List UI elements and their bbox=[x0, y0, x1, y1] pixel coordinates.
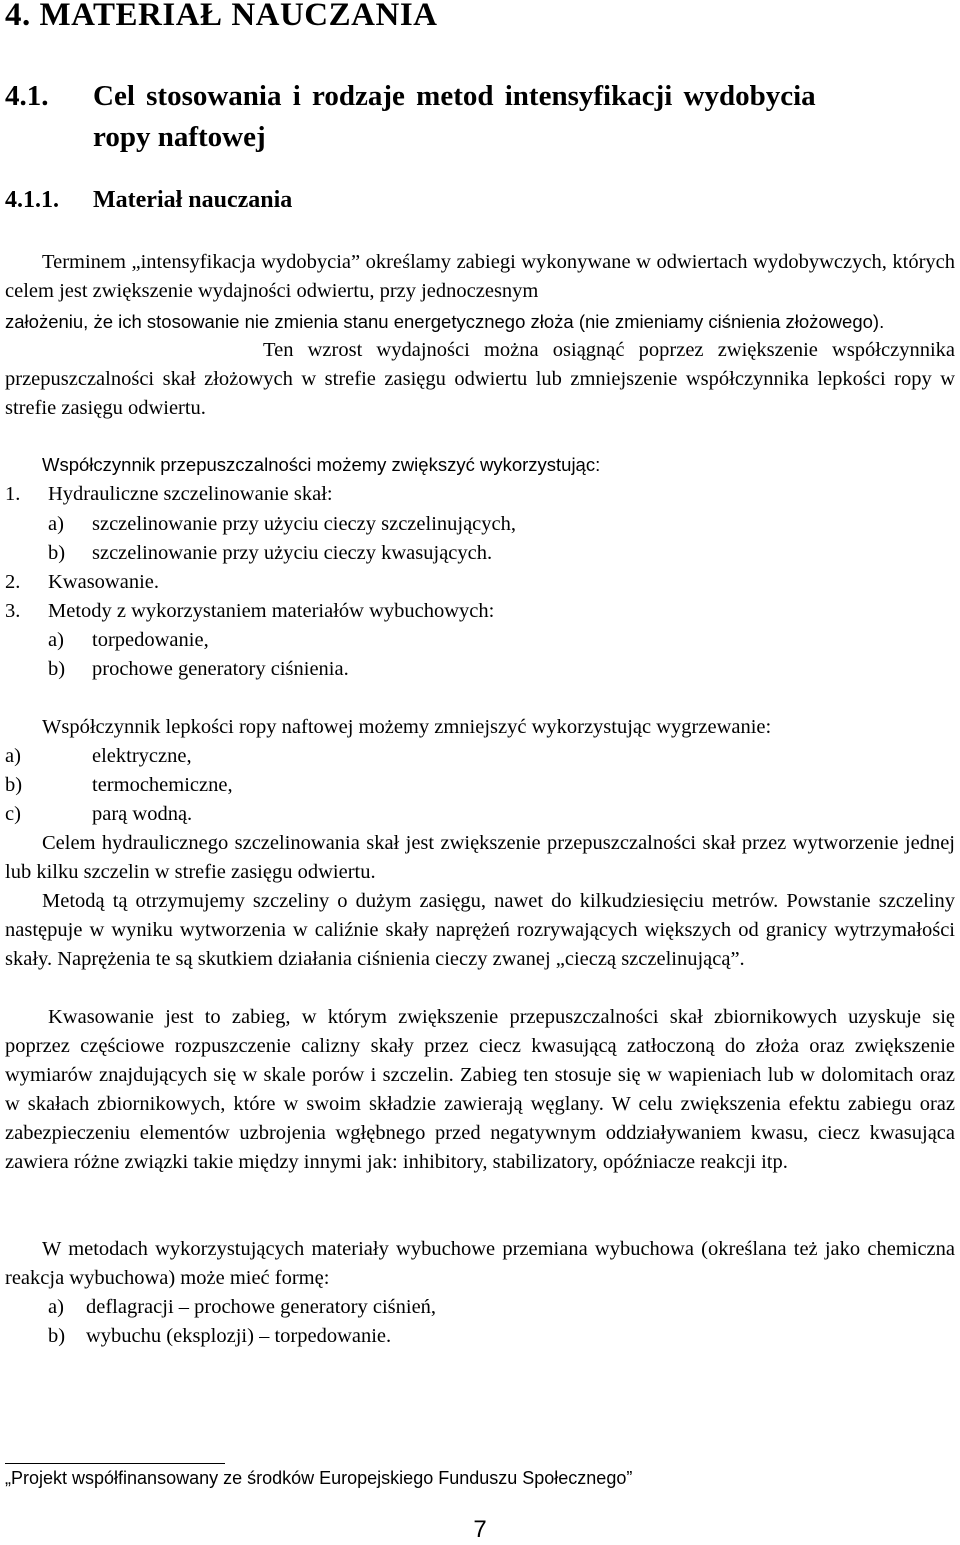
method-paragraph: Metodą tą otrzymujemy szczeliny o dużym zasięgu, nawet do kilkudziesięciu metrów. Powstanie szczeliny następuje w wyniku wytworzenia w caliźnie skały naprężeń rozrywających większych od granicy wytrzymałości skały. Naprężenia te są skutkiem działania ciśnienia cieczy zwanej „cieczą szczelinującą”. bbox=[5, 890, 955, 970]
list-item-text: szczelinowanie przy użyciu cieczy kwasujących. bbox=[92, 542, 493, 564]
list-marker: b) bbox=[48, 1325, 66, 1347]
list-item-text: prochowe generatory ciśnienia. bbox=[92, 658, 349, 680]
subsection-title: Materiał nauczania bbox=[93, 187, 293, 213]
permeability-intro: Współczynnik przepuszczalności możemy zwiększyć wykorzystując: bbox=[42, 454, 601, 475]
list-marker: b) bbox=[48, 542, 66, 564]
list-item-text: parą wodną. bbox=[92, 803, 193, 825]
list-item-text: deflagracji – prochowe generatory ciśnień, bbox=[86, 1296, 437, 1318]
list-marker: c) bbox=[5, 803, 21, 825]
intro-paragraph-part1: Terminem „intensyfikacja wydobycia” określamy zabiegi wykonywane w odwiertach wydobywczych, których celem jest zwiększenie wydajności odwiertu, przy jednoczesnym bbox=[5, 251, 955, 302]
list-marker: b) bbox=[48, 658, 66, 680]
section-title-line2: ropy naftowej bbox=[93, 121, 266, 153]
acid-paragraph: Kwasowanie jest to zabieg, w którym zwiększenie przepuszczalności skał zbiornikowych uzyskuje się poprzez częściowe rozpuszczenie calizny skały przez ciecz kwasującą zatłoczoną do złoża oraz zwiększenie wymiarów znajdujących się w skale porów i szczelin. Zabieg ten stosuje się w wapieniach lub w dolomitach oraz w skałach zbiornikowych, które w swoim składzie zawierają węglany. W celu zwiększenia efektu zabiegu oraz zabezpieczeniu elementów uzbrojenia wgłębnego przed negatywnym oddziaływaniem kwasu, ciecz kwasująca zawiera różne związki takie między innymi jak: inhibitory, stabilizatory, opóźniacze reakcji itp. bbox=[5, 1006, 955, 1173]
footer-note: „Projekt współfinansowany ze środków Europejskiego Funduszu Społecznego” bbox=[5, 1468, 633, 1488]
fracturing-paragraph: Celem hydraulicznego szczelinowania skał jest zwiększenie przepuszczalności skał przez wytworzenie jednej lub kilku szczelin w strefie zasięgu odwiertu. bbox=[5, 832, 955, 883]
list-item-text: wybuchu (eksplozji) – torpedowanie. bbox=[86, 1325, 392, 1347]
list-marker: a) bbox=[48, 629, 64, 651]
list-marker: a) bbox=[48, 513, 64, 535]
list-marker: a) bbox=[5, 745, 21, 767]
viscosity-intro: Współczynnik lepkości ropy naftowej możemy zmniejszyć wykorzystując wygrzewanie: bbox=[42, 716, 772, 738]
subsection-number: 4.1.1. bbox=[5, 187, 59, 213]
section-number: 4.1. bbox=[5, 80, 49, 112]
list-item-text: Hydrauliczne szczelinowanie skał: bbox=[48, 483, 333, 505]
list-item-text: szczelinowanie przy użyciu cieczy szczelinujących, bbox=[92, 513, 517, 535]
chapter-title: 4. MATERIAŁ NAUCZANIA bbox=[5, 0, 438, 33]
explosive-paragraph: W metodach wykorzystujących materiały wybuchowe przemiana wybuchowa (określana też jako chemiczna reakcja wybuchowa) może mieć formę: bbox=[5, 1238, 955, 1289]
list-item-text: elektryczne, bbox=[92, 745, 192, 767]
list-item-text: torpedowanie, bbox=[92, 629, 209, 651]
list-item-text: termochemiczne, bbox=[92, 774, 233, 796]
list-marker: a) bbox=[48, 1296, 64, 1318]
intro-sans-text: założeniu, że ich stosowanie nie zmienia stanu energetycznego złoża (nie zmieniamy ciśnienia złożowego). bbox=[5, 311, 885, 332]
intro-paragraph-part3: Ten wzrost wydajności można osiągnąć poprzez zwiększenie współczynnika przepuszczalności skał złożowych w strefie zasięgu odwiertu lub zmniejszenie współczynnika lepkości ropy w strefie zasięgu odwiertu. bbox=[5, 339, 955, 419]
section-title-line1: Cel stosowania i rodzaje metod intensyfikacji wydobycia bbox=[93, 80, 816, 112]
list-marker: b) bbox=[5, 774, 23, 796]
list-item-text: Kwasowanie. bbox=[48, 571, 160, 593]
list-marker: 1. bbox=[5, 483, 21, 505]
list-item-text: Metody z wykorzystaniem materiałów wybuchowych: bbox=[48, 600, 495, 622]
page-number: 7 bbox=[473, 1516, 487, 1543]
list-marker: 3. bbox=[5, 600, 21, 622]
list-marker: 2. bbox=[5, 571, 21, 593]
footer-divider bbox=[5, 1463, 225, 1464]
